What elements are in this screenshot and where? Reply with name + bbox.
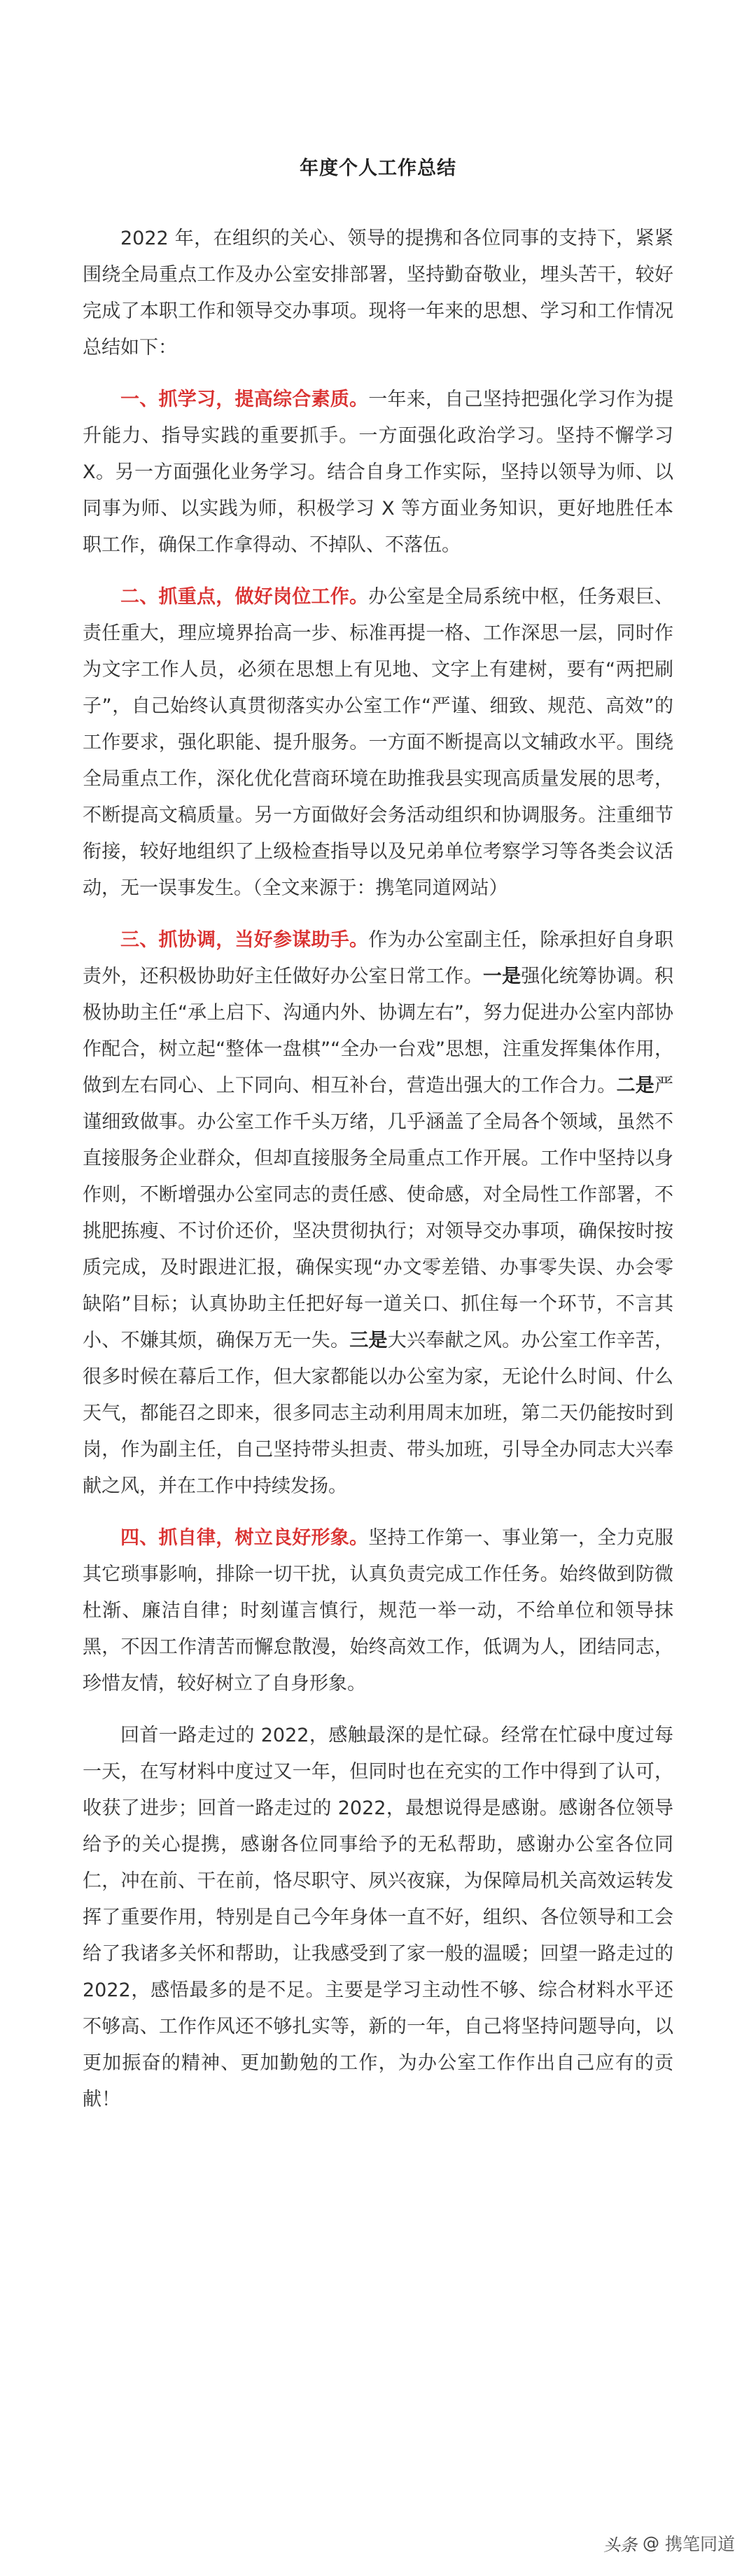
section-3-label-1: 一是 bbox=[482, 966, 522, 987]
section-4-body: 坚持工作第一、事业第一，全力克服其它琐事影响，排除一切干扰，认真负责完成工作任务。始终做到防微杜渐、廉洁自律；时刻谨言慎行，规范一举一动，不给单位和领导抹黑，不因工作清苦而懈怠散漫，始终高效工作，低调为人，团结同志，珍惜友情，较好树立了自身形象。 bbox=[83, 1527, 673, 1694]
section-1-heading: 一、抓学习，提高综合素质。 bbox=[120, 389, 369, 410]
watermark-account: 携笔同道 bbox=[664, 2534, 735, 2554]
section-3-part-c: 严谨细致做事。办公室工作千头万绪，几乎涵盖了全局各个领域，虽然不直接服务企业群众，但却直接服务全局重点工作开展。工作中坚持以身作则，不断增强办公室同志的责任感、使命感，对全局性工作部署，不挑肥拣瘦、不讨价还价，坚决贯彻执行；对领导交办事项，确保按时按质完成，及时跟进汇报，确保实现“办文零差错、办事零失误、办会零缺陷”目标；认真协助主任把好每一道关口、抓住每一个环节，不言其小、不嫌其烦，确保万无一失。 bbox=[83, 1075, 674, 1351]
section-3-label-3: 三是 bbox=[349, 1330, 388, 1351]
conclusion-paragraph: 回首一路走过的 2022，感触最深的是忙碌。经常在忙碌中度过每一天，在写材料中度过又一年，但同时也在充实的工作中得到了认可，收获了进步；回首一路走过的 2022，最想说得是感谢。感谢各位领导给予的关心提携，感谢各位同事给予的无私帮助，感谢办公室各位同仁，冲在前、干在前，恪尽职守、夙兴夜寐，为保障局机关高效运转发挥了重要作用，特别是自己今年身体一直不好，组织、各位领导和工会给了我诸多关怀和帮助，让我感受到了家一般的温暖；回望一路走过的 2022，感悟最多的是不足。主要是学习主动性不够、综合材料水平还不够高、工作作风还不够扎实等，新的一年，自己将坚持问题导向，以更加振奋的精神、更加勤勉的工作，为办公室工作作出自己应有的贡献！ bbox=[83, 1725, 673, 2110]
section-3-part-a: 作为办公室副主任，除承担好自身职责外，还积极协助好主任做好办公室日常工作。 bbox=[83, 929, 673, 987]
section-1-paragraph bbox=[83, 382, 673, 564]
section-4-heading: 四、抓自律，树立良好形象。 bbox=[120, 1527, 369, 1549]
intro-paragraph: 2022 年，在组织的关心、领导的提携和各位同事的支持下，紧紧围绕全局重点工作及办公室安排部署，坚持勤奋敬业，埋头苦干，较好完成了本职工作和领导交办事项。现将一年来的思想、学习和工作情况总结如下： bbox=[83, 228, 673, 358]
document-title: 年度个人工作总结 bbox=[300, 158, 456, 179]
source-watermark bbox=[603, 2529, 735, 2557]
section-3-heading: 三、抓协调，当好参谋助手。 bbox=[120, 929, 369, 951]
section-3-label-2: 二是 bbox=[616, 1075, 655, 1096]
section-4-paragraph bbox=[83, 1520, 673, 1702]
toutiao-logo: 头条 bbox=[603, 2535, 637, 2555]
section-1-body: 一年来，自己坚持把强化学习作为提升能力、指导实践的重要抓手。一方面强化政治学习。坚持不懈学习 X。另一方面强化业务学习。结合自身工作实际，坚持以领导为师、以同事为师、以实践为师，积极学习 X 等方面业务知识，更好地胜任本职工作，确保工作拿得动、不掉队、不落伍。 bbox=[83, 389, 673, 556]
section-2-heading: 二、抓重点，做好岗位工作。 bbox=[120, 586, 369, 608]
section-3-part-d: 大兴奉献之风。办公室工作辛苦，很多时候在幕后工作，但大家都能以办公室为家，无论什么时间、什么天气，都能召之即来，很多同志主动利用周末加班，第二天仍能按时到岗，作为副主任，自己坚持带头担责、带头加班，引导全办同志大兴奉献之风，并在工作中持续发扬。 bbox=[83, 1330, 674, 1497]
section-2-paragraph bbox=[83, 579, 673, 907]
section-3-paragraph bbox=[83, 922, 673, 1505]
section-3-part-b: 强化统筹协调。积极协助主任“承上启下、沟通内外、协调左右”，努力促进办公室内部协作配合，树立起“整体一盘棋”“全办一台戏”思想，注重发挥集体作用，做到左右同心、上下同向、相互补台，营造出强大的工作合力。 bbox=[83, 966, 674, 1096]
section-2-body: 办公室是全局系统中枢，任务艰巨、责任重大，理应境界抬高一步、标准再提一格、工作深思一层，同时作为文字工作人员，必须在思想上有见地、文字上有建树，要有“两把刷子”，自己始终认真贯彻落实办公室工作“严谨、细致、规范、高效”的工作要求，强化职能、提升服务。一方面不断提高以文辅政水平。围绕全局重点工作，深化优化营商环境在助推我县实现高质量发展的思考，不断提高文稿质量。另一方面做好会务活动组织和协调服务。注重细节衔接，较好地组织了上级检查指导以及兄弟单位考察学习等各类会议活动，无一误事发生。（全文来源于：携笔同道网站） bbox=[83, 586, 673, 899]
at-icon: @ bbox=[642, 2533, 659, 2553]
